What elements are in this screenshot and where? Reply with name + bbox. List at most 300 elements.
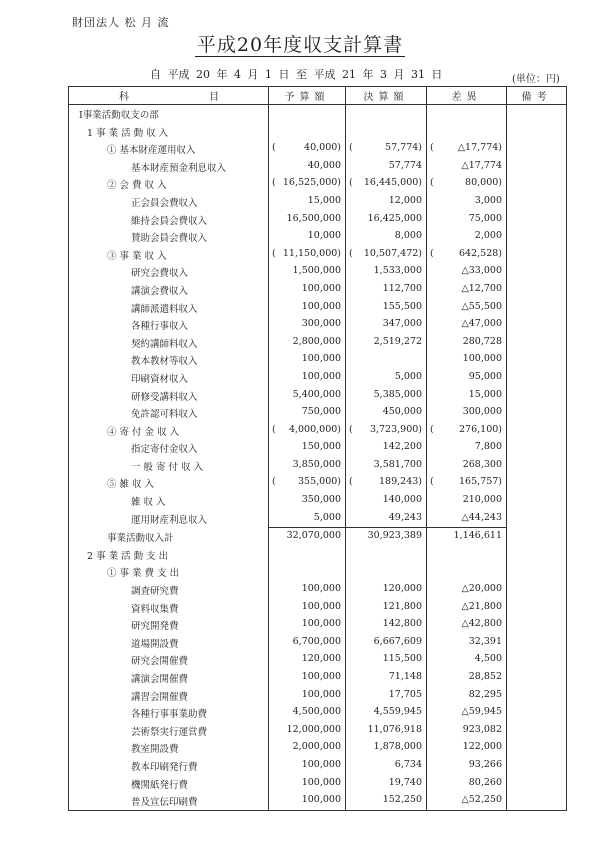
diff-value: 32,391 (468, 635, 502, 647)
diff-cell (427, 422, 507, 440)
diff-cell (427, 757, 507, 775)
row-label-cell (69, 334, 269, 352)
budget-value: 350,000 (301, 494, 341, 506)
actual-cell (346, 474, 427, 492)
fiscal-period: 自 平成 20 年 4 月 1 日 至 平成 21 年 3 月 31 日 (150, 68, 443, 81)
budget-cell (269, 334, 346, 352)
table-header-row (69, 87, 567, 105)
table-row (69, 387, 567, 405)
actual-cell (346, 757, 427, 775)
open-paren: ( (430, 177, 434, 189)
row-label: 契約講師料収入 (131, 338, 198, 350)
remarks-cell (507, 722, 567, 740)
budget-cell (269, 528, 346, 546)
row-label-cell (69, 404, 269, 422)
actual-cell (346, 351, 427, 369)
budget-value: 1,500,000 (292, 265, 341, 277)
budget-cell (269, 263, 346, 281)
diff-value: 642,528) (459, 247, 502, 259)
remarks-cell (507, 775, 567, 793)
budget-value: 100,000 (301, 300, 341, 312)
table-row (69, 457, 567, 475)
row-label-cell (69, 140, 269, 158)
table-row (69, 316, 567, 334)
unit-label: (単位：円) (512, 74, 560, 85)
row-label: ② 会 費 収 入 (107, 180, 167, 192)
actual-value: 19,740 (388, 776, 422, 788)
open-paren: ( (349, 247, 353, 259)
remarks-cell (507, 334, 567, 352)
diff-value: 7,800 (474, 441, 502, 453)
actual-cell (346, 123, 427, 141)
diff-cell (427, 474, 507, 492)
budget-value: 100,000 (301, 776, 341, 788)
budget-value: 16,525,000) (282, 177, 341, 189)
table-row (69, 599, 567, 617)
budget-cell (269, 228, 346, 246)
table-row (69, 439, 567, 457)
row-label: 調査研究費 (131, 586, 179, 598)
diff-value: 100,000 (462, 353, 502, 365)
row-label: ④ 寄 付 金 収 入 (107, 426, 180, 438)
row-label: 教本印刷発行費 (131, 761, 198, 773)
row-label-cell (69, 651, 269, 669)
actual-value: 57,774) (385, 142, 422, 154)
table-row (69, 687, 567, 705)
diff-cell (427, 369, 507, 387)
remarks-cell (507, 510, 567, 528)
actual-cell (346, 563, 427, 581)
diff-cell (427, 211, 507, 229)
diff-cell (427, 616, 507, 634)
diff-value: 75,000 (468, 212, 502, 224)
budget-value: 100,000 (301, 353, 341, 365)
table-row (69, 105, 567, 123)
row-label-cell (69, 439, 269, 457)
diff-cell (427, 351, 507, 369)
budget-value: 40,000) (304, 142, 341, 154)
row-label-cell (69, 634, 269, 652)
budget-cell (269, 775, 346, 793)
remarks-cell (507, 757, 567, 775)
budget-cell (269, 651, 346, 669)
row-label: 事業活動収入計 (107, 532, 174, 544)
actual-cell (346, 439, 427, 457)
budget-cell (269, 281, 346, 299)
budget-cell (269, 704, 346, 722)
row-label: 維持会員会費収入 (131, 215, 208, 227)
diff-cell (427, 105, 507, 123)
actual-cell (346, 546, 427, 564)
remarks-cell (507, 387, 567, 405)
actual-cell (346, 651, 427, 669)
row-label: 指定寄付金収入 (131, 444, 198, 456)
table-row (69, 581, 567, 599)
remarks-cell (507, 158, 567, 176)
diff-value: 4,500 (474, 653, 502, 665)
budget-value: 2,800,000 (292, 335, 341, 347)
table-row (69, 792, 567, 810)
row-label-cell (69, 175, 269, 193)
diff-value: 122,000 (462, 741, 502, 753)
remarks-cell (507, 634, 567, 652)
financial-table (68, 86, 567, 811)
header-subject-left: 科 (119, 92, 134, 103)
actual-cell (346, 510, 427, 528)
remarks-cell (507, 739, 567, 757)
actual-cell (346, 422, 427, 440)
diff-cell (427, 563, 507, 581)
budget-cell (269, 669, 346, 687)
budget-cell (269, 739, 346, 757)
actual-value: 120,000 (382, 583, 422, 595)
row-label: 道場開設費 (131, 638, 179, 650)
budget-cell (269, 193, 346, 211)
remarks-cell (507, 651, 567, 669)
diff-value: △44,243 (461, 511, 502, 523)
remarks-cell (507, 351, 567, 369)
remarks-cell (507, 439, 567, 457)
table-row (69, 510, 567, 528)
row-label-cell (69, 474, 269, 492)
budget-value: 100,000 (301, 282, 341, 294)
actual-cell (346, 581, 427, 599)
actual-value: 450,000 (382, 406, 422, 418)
row-label: 研修受講料収入 (131, 391, 198, 403)
remarks-cell (507, 474, 567, 492)
actual-value: 2,519,272 (373, 335, 422, 347)
diff-cell (427, 492, 507, 510)
budget-cell (269, 474, 346, 492)
row-label: 研究会開催費 (131, 656, 189, 668)
budget-value: 355,000) (298, 476, 341, 488)
diff-cell (427, 510, 507, 528)
budget-cell (269, 510, 346, 528)
budget-cell (269, 299, 346, 317)
budget-cell (269, 211, 346, 229)
row-label-cell (69, 422, 269, 440)
budget-value: 100,000 (301, 583, 341, 595)
budget-value: 11,150,000) (282, 247, 341, 259)
actual-value: 142,800 (382, 618, 422, 630)
row-label: 正会員会費収入 (131, 197, 198, 209)
diff-value: △52,250 (461, 794, 502, 806)
actual-value: 189,243) (379, 476, 422, 488)
diff-value: △33,000 (461, 265, 502, 277)
actual-cell (346, 634, 427, 652)
table-row (69, 246, 567, 264)
row-label-cell (69, 757, 269, 775)
table-row (69, 757, 567, 775)
organization-name: 財団法人 松 月 流 (72, 16, 170, 29)
row-label-cell (69, 246, 269, 264)
row-label-cell (69, 369, 269, 387)
open-paren: ( (272, 476, 276, 488)
diff-cell (427, 246, 507, 264)
actual-cell (346, 316, 427, 334)
row-label-cell (69, 281, 269, 299)
row-label: 資料収集費 (131, 603, 179, 615)
row-label-cell (69, 546, 269, 564)
table-row (69, 739, 567, 757)
open-paren: ( (272, 247, 276, 259)
row-label: 2 事 業 活 動 支 出 (87, 550, 169, 562)
diff-cell (427, 687, 507, 705)
table-row (69, 422, 567, 440)
diff-value: △20,000 (461, 583, 502, 595)
table-row (69, 369, 567, 387)
row-label: 運用財産利息収入 (131, 514, 208, 526)
diff-cell (427, 457, 507, 475)
row-label: 印刷資材収入 (131, 373, 189, 385)
row-label: 教室開設費 (131, 744, 179, 756)
row-label-cell (69, 299, 269, 317)
actual-cell (346, 193, 427, 211)
row-label-cell (69, 704, 269, 722)
remarks-cell (507, 281, 567, 299)
diff-value: 165,757) (459, 476, 502, 488)
row-label-cell (69, 193, 269, 211)
row-label: 1 事 業 活 動 収 入 (87, 127, 169, 139)
remarks-cell (507, 246, 567, 264)
open-paren: ( (430, 247, 434, 259)
row-label-cell (69, 669, 269, 687)
actual-value: 16,425,000 (367, 212, 422, 224)
open-paren: ( (272, 177, 276, 189)
diff-cell (427, 175, 507, 193)
table-row (69, 775, 567, 793)
budget-cell (269, 439, 346, 457)
diff-cell (427, 193, 507, 211)
header-actual: 決算額 (346, 87, 427, 105)
budget-value: 4,500,000 (292, 706, 341, 718)
row-label-cell (69, 351, 269, 369)
remarks-cell (507, 263, 567, 281)
actual-cell (346, 246, 427, 264)
diff-value: 280,728 (462, 335, 502, 347)
diff-value: 80,000) (465, 177, 502, 189)
open-paren: ( (349, 142, 353, 154)
budget-value: 6,700,000 (292, 635, 341, 647)
row-label: 各種行事事業助費 (131, 709, 208, 721)
actual-cell (346, 140, 427, 158)
row-label: 教本教材等収入 (131, 356, 198, 368)
diff-cell (427, 722, 507, 740)
diff-value: 1,146,611 (453, 530, 502, 542)
row-label-cell (69, 722, 269, 740)
row-label: 講習会開催費 (131, 691, 189, 703)
row-label-cell (69, 263, 269, 281)
budget-value: 300,000 (301, 318, 341, 330)
actual-cell (346, 211, 427, 229)
diff-value: 923,082 (462, 723, 502, 735)
budget-value: 15,000 (307, 194, 341, 206)
actual-value: 16,445,000) (363, 177, 422, 189)
budget-cell (269, 722, 346, 740)
actual-value: 10,507,472) (363, 247, 422, 259)
budget-cell (269, 158, 346, 176)
actual-value: 121,800 (382, 600, 422, 612)
actual-cell (346, 105, 427, 123)
row-label: ③ 事 業 収 入 (107, 250, 167, 262)
actual-value: 115,500 (382, 653, 422, 665)
diff-value: 276,100) (459, 423, 502, 435)
open-paren: ( (430, 142, 434, 154)
diff-value: 80,260 (468, 776, 502, 788)
budget-value: 150,000 (301, 441, 341, 453)
row-label-cell (69, 616, 269, 634)
budget-cell (269, 246, 346, 264)
table-row (69, 474, 567, 492)
actual-cell (346, 722, 427, 740)
actual-cell (346, 492, 427, 510)
actual-value: 6,667,609 (373, 635, 422, 647)
actual-cell (346, 457, 427, 475)
diff-cell (427, 792, 507, 810)
actual-cell (346, 334, 427, 352)
actual-value: 6,734 (394, 758, 422, 770)
row-label-cell (69, 792, 269, 810)
table-total-row (69, 528, 567, 546)
budget-value: 2,000,000 (292, 741, 341, 753)
remarks-cell (507, 422, 567, 440)
title-text: 平成20年度収支計算書 (196, 34, 404, 56)
remarks-cell (507, 123, 567, 141)
remarks-cell (507, 369, 567, 387)
budget-value: 100,000 (301, 688, 341, 700)
remarks-cell (507, 669, 567, 687)
diff-value: 2,000 (474, 230, 502, 242)
remarks-cell (507, 105, 567, 123)
actual-cell (346, 299, 427, 317)
actual-cell (346, 158, 427, 176)
row-label-cell (69, 563, 269, 581)
actual-value: 4,559,945 (373, 706, 422, 718)
actual-cell (346, 599, 427, 617)
row-label-cell (69, 510, 269, 528)
budget-value: 100,000 (301, 600, 341, 612)
row-label-cell (69, 387, 269, 405)
actual-value: 347,000 (382, 318, 422, 330)
row-label: 講師派遣料収入 (131, 303, 198, 315)
row-label: 免許認可料収入 (131, 409, 198, 421)
diff-value: △55,500 (461, 300, 502, 312)
diff-cell (427, 404, 507, 422)
diff-cell (427, 228, 507, 246)
row-label-cell (69, 228, 269, 246)
header-subject (69, 87, 269, 105)
diff-cell (427, 634, 507, 652)
row-label-cell (69, 158, 269, 176)
table-row (69, 263, 567, 281)
row-label: 研究会費収入 (131, 268, 189, 280)
budget-value: 40,000 (307, 159, 341, 171)
row-label: 普及宣伝印刷費 (131, 797, 198, 809)
remarks-cell (507, 792, 567, 810)
budget-value: 100,000 (301, 618, 341, 630)
diff-cell (427, 158, 507, 176)
diff-cell (427, 281, 507, 299)
diff-cell (427, 704, 507, 722)
actual-value: 112,700 (382, 282, 422, 294)
table-row (69, 123, 567, 141)
row-label: 講演会開催費 (131, 674, 189, 685)
table-row (69, 404, 567, 422)
row-label: 賛助会員会費収入 (131, 233, 208, 245)
diff-cell (427, 775, 507, 793)
budget-value: 5,400,000 (292, 388, 341, 400)
row-label: 講演会費収入 (131, 285, 189, 297)
actual-value: 142,200 (382, 441, 422, 453)
open-paren: ( (430, 423, 434, 435)
document-title (0, 30, 600, 57)
diff-value: △12,700 (461, 282, 502, 294)
open-paren: ( (272, 142, 276, 154)
actual-cell (346, 669, 427, 687)
remarks-cell (507, 211, 567, 229)
open-paren: ( (349, 476, 353, 488)
table-row (69, 193, 567, 211)
diff-value: 95,000 (468, 370, 502, 382)
actual-cell (346, 616, 427, 634)
remarks-cell (507, 704, 567, 722)
budget-value: 16,500,000 (286, 212, 341, 224)
table-row (69, 211, 567, 229)
table-row (69, 351, 567, 369)
diff-value: △21,800 (461, 600, 502, 612)
actual-cell (346, 281, 427, 299)
table-row (69, 616, 567, 634)
budget-cell (269, 687, 346, 705)
diff-cell (427, 651, 507, 669)
diff-value: 300,000 (462, 406, 502, 418)
diff-cell (427, 316, 507, 334)
diff-value: 3,000 (474, 194, 502, 206)
table-row (69, 492, 567, 510)
budget-cell (269, 369, 346, 387)
budget-cell (269, 351, 346, 369)
budget-value: 5,000 (313, 511, 341, 523)
actual-value: 152,250 (382, 794, 422, 806)
remarks-cell (507, 581, 567, 599)
budget-cell (269, 563, 346, 581)
diff-value: 268,300 (462, 458, 502, 470)
actual-cell (346, 404, 427, 422)
remarks-cell (507, 316, 567, 334)
header-diff: 差異 (427, 87, 507, 105)
table-row (69, 651, 567, 669)
row-label-cell (69, 581, 269, 599)
row-label: Ⅰ事業活動収支の部 (79, 110, 159, 121)
budget-cell (269, 422, 346, 440)
remarks-cell (507, 563, 567, 581)
budget-cell (269, 792, 346, 810)
budget-cell (269, 105, 346, 123)
budget-value: 4,000,000) (288, 423, 341, 435)
actual-value: 1,533,000 (373, 265, 422, 277)
budget-cell (269, 404, 346, 422)
actual-cell (346, 739, 427, 757)
budget-cell (269, 123, 346, 141)
diff-cell (427, 739, 507, 757)
header-budget: 予算額 (269, 87, 346, 105)
row-label: 雑 収 入 (131, 497, 166, 509)
actual-value: 71,148 (388, 671, 422, 682)
open-paren: ( (430, 476, 434, 488)
diff-value: 82,295 (468, 688, 502, 700)
actual-value: 57,774 (388, 159, 422, 171)
actual-cell (346, 792, 427, 810)
